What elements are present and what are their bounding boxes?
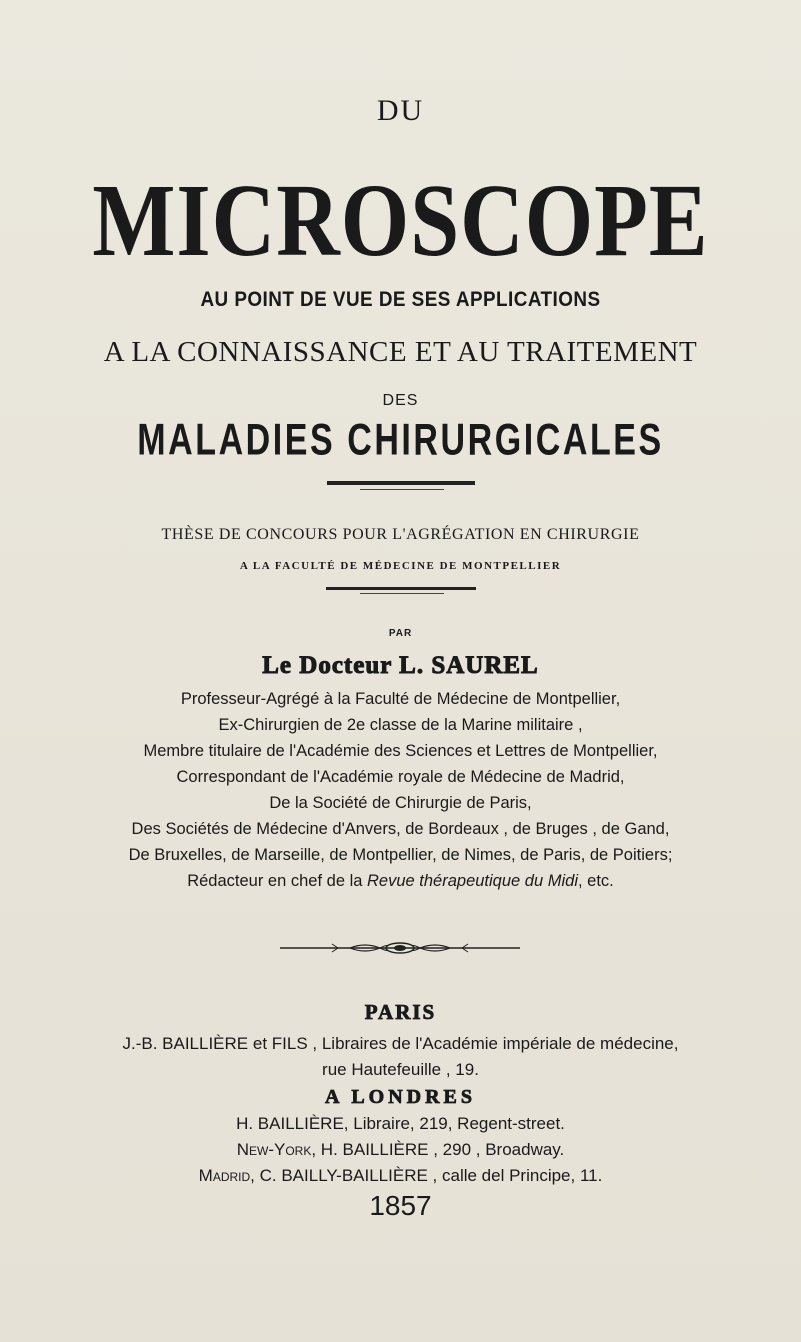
title-du: DU — [376, 94, 425, 127]
credential-line: Professeur-Agrégé à la Faculté de Médecine de Montpellier, — [180, 690, 621, 708]
title-subtitle: AU POINT DE VUE DE SES APPLICATIONS — [200, 288, 601, 311]
credential-editor: Rédacteur en chef de la Revue thérapeutique du Midi, etc. — [187, 872, 614, 890]
title-line2: A LA CONNAISSANCE ET AU TRAITEMENT — [103, 336, 698, 368]
divider-rule-thin — [360, 593, 444, 594]
publisher-paris-line2: rue Hautefeuille , 19. — [322, 1060, 479, 1079]
divider-rule — [327, 481, 475, 485]
publication-year: 1857 — [369, 1190, 432, 1221]
credential-line: De Bruxelles, de Marseille, de Montpellier, de Nimes, de Paris, de Poitiers; — [128, 846, 673, 864]
divider-rule — [326, 587, 476, 590]
publisher-city-londres: A LONDRES — [324, 1086, 477, 1108]
journal-title: Revue thérapeutique du Midi — [367, 872, 578, 890]
title-des: DES — [382, 392, 419, 409]
credential-line: Des Sociétés de Médecine d'Anvers, de Bordeaux , de Bruges , de Gand, — [131, 820, 670, 838]
ornament-divider-icon — [280, 940, 520, 956]
publisher-paris-line1: J.-B. BAILLIÈRE et FILS , Libraires de l'Académie impériale de médecine, — [122, 1034, 679, 1053]
author-par: PAR — [388, 628, 413, 639]
credential-line: Correspondant de l'Académie royale de Médecine de Madrid, — [176, 768, 625, 786]
credential-line: Ex-Chirurgien de 2e classe de la Marine militaire , — [218, 716, 583, 734]
credential-line: De la Société de Chirurgie de Paris, — [269, 794, 532, 812]
publisher-madrid-line: Madrid, C. BAILLY-BAILLIÈRE , calle del Principe, 11. — [198, 1166, 603, 1185]
title-line3: MALADIES CHIRURGICALES — [137, 415, 664, 465]
publisher-london-line: H. BAILLIÈRE, Libraire, 219, Regent-street. — [236, 1114, 565, 1133]
credential-line: Membre titulaire de l'Académie des Sciences et Lettres de Montpellier, — [143, 742, 658, 760]
thesis-line2: A LA FACULTÉ DE MÉDECINE DE MONTPELLIER — [239, 560, 562, 572]
publisher-newyork-line: New-York, H. BAILLIÈRE , 290 , Broadway. — [236, 1140, 565, 1159]
thesis-line1: THÈSE DE CONCOURS POUR L'AGRÉGATION EN CHIRURGIE — [161, 526, 640, 543]
divider-rule-thin — [360, 489, 444, 490]
title-main: MICROSCOPE — [92, 164, 709, 279]
author-name: Le Docteur L. SAUREL — [262, 652, 539, 679]
publisher-city-paris: PARIS — [364, 1000, 437, 1024]
